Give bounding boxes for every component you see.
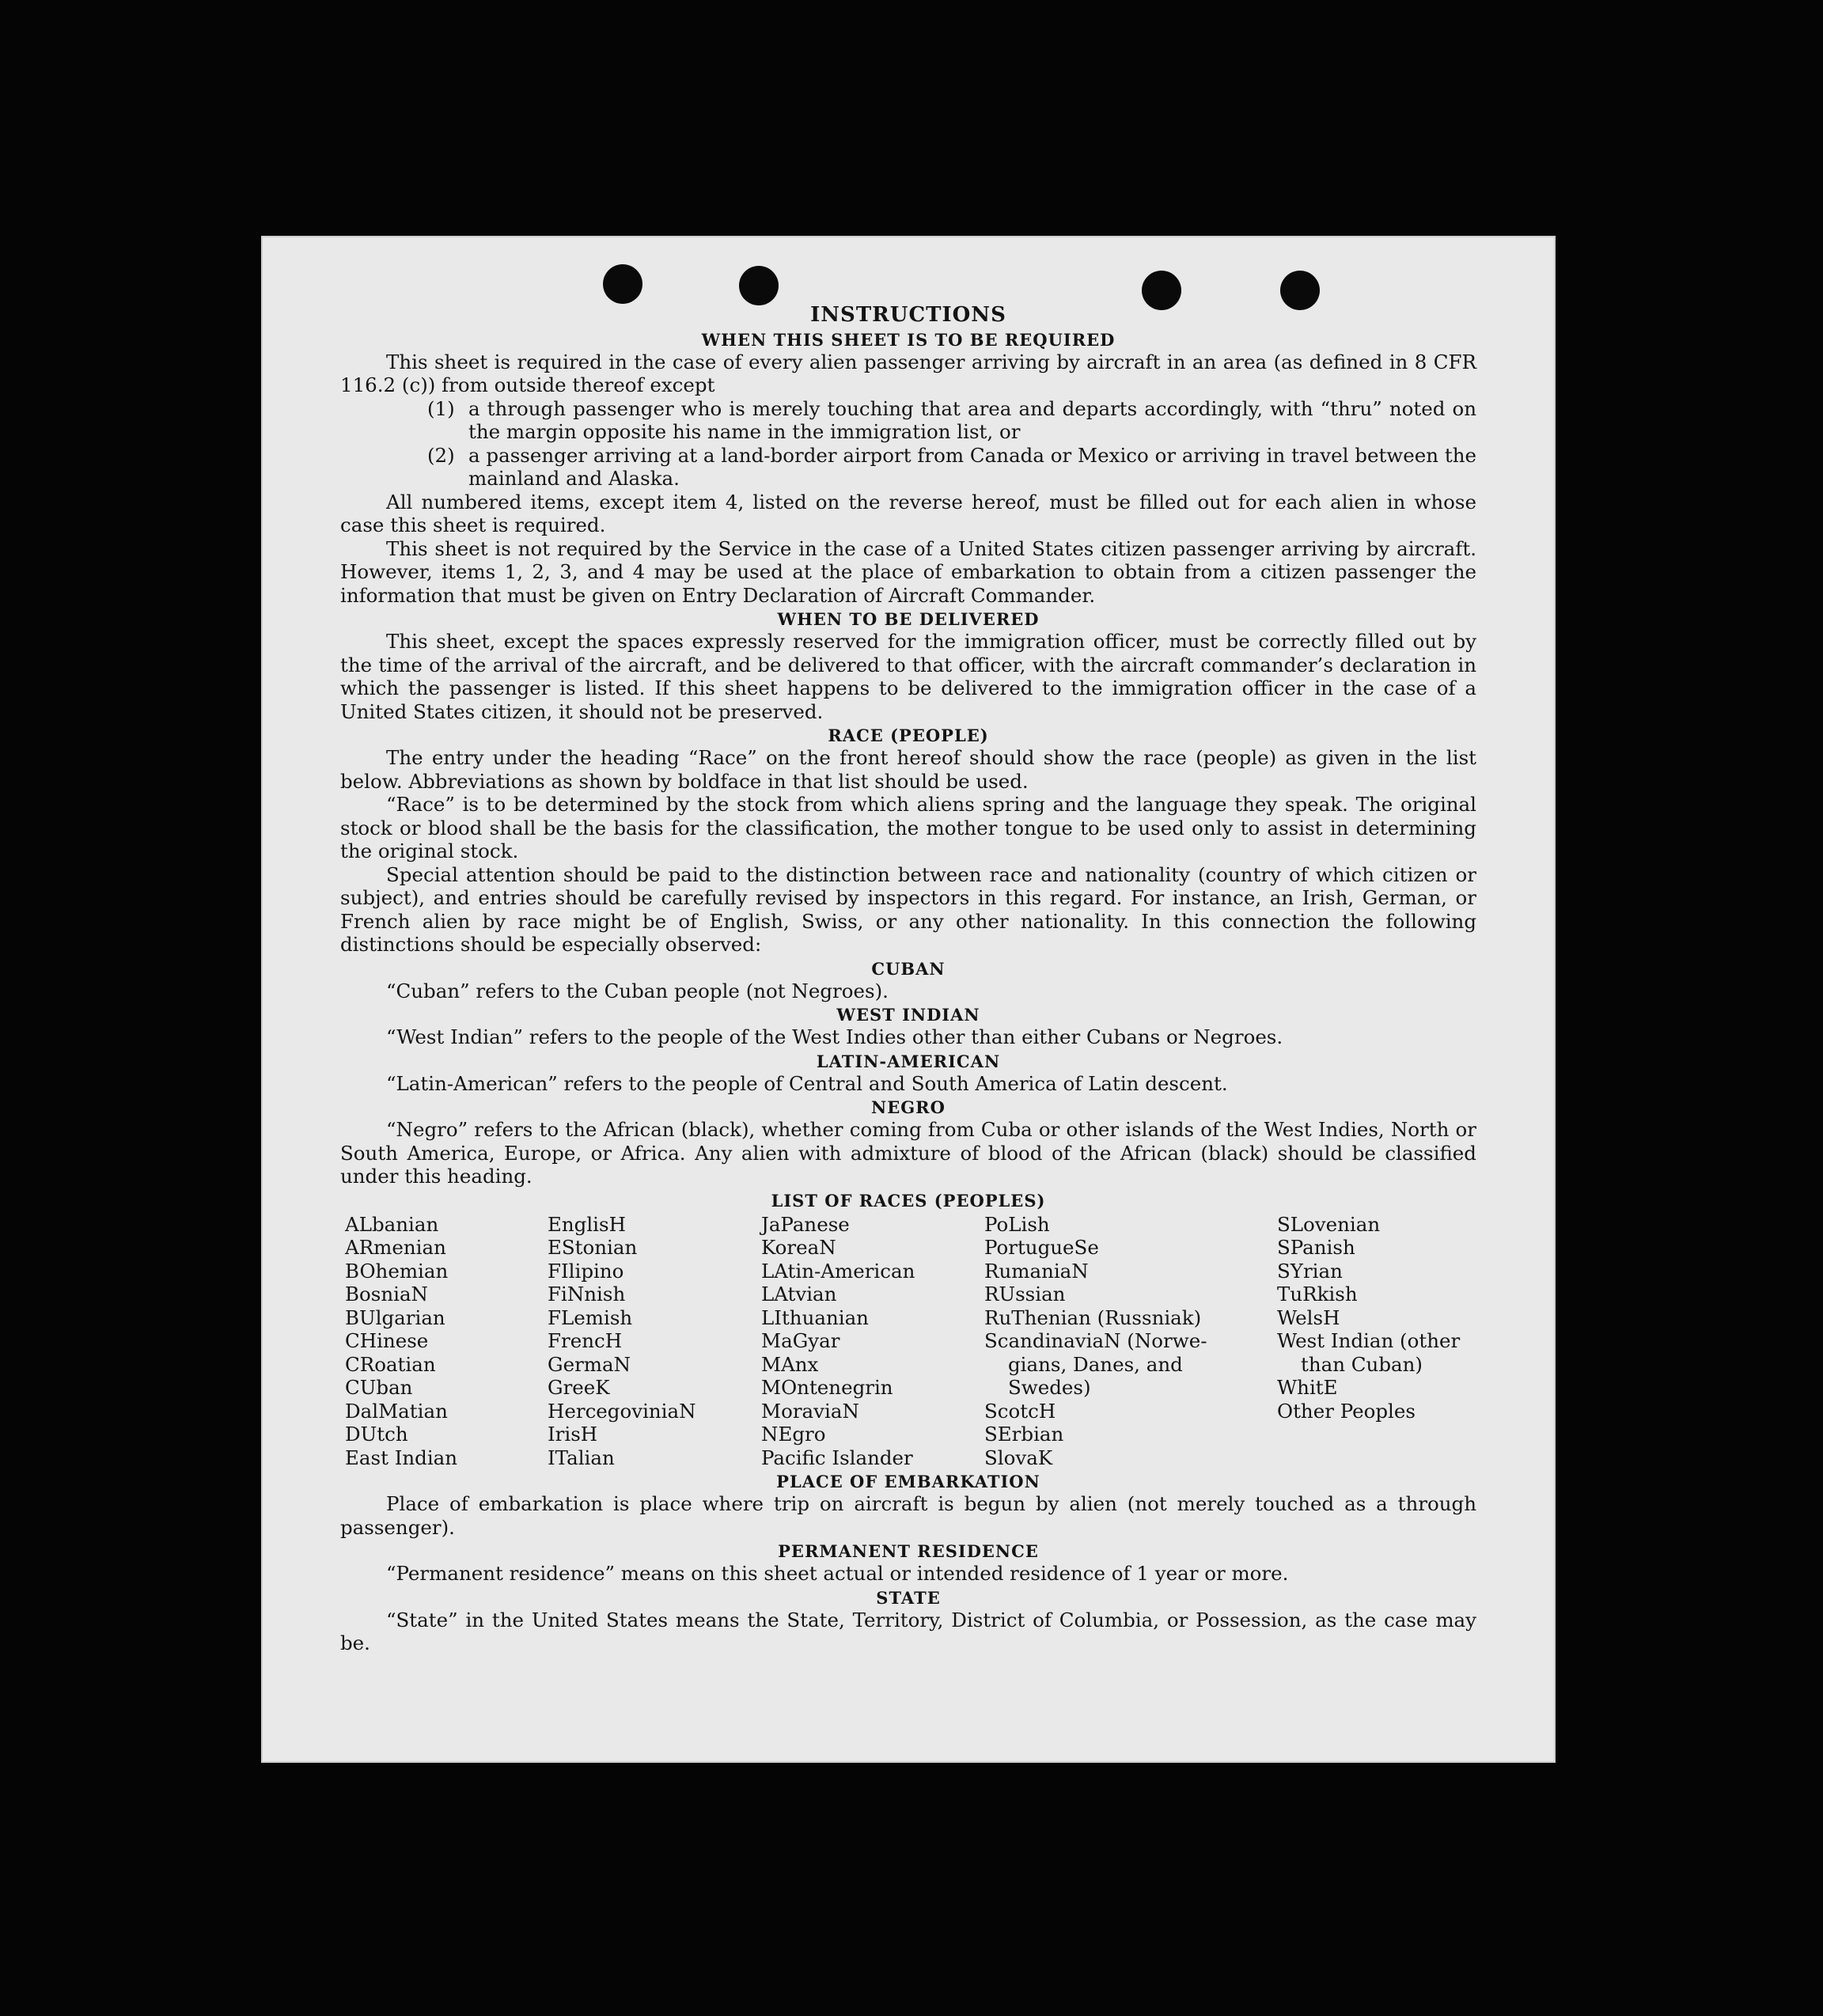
paragraph: This sheet is required in the case of every alien passenger arriving by aircraft in an area (as defined in 8 CFR 116.2 (c)) from outside thereof except	[340, 350, 1476, 396]
race-entry: GermaN	[548, 1352, 631, 1376]
race-entry: BosniaN	[345, 1283, 428, 1305]
races-heading: LIST OF RACES (PEOPLES)	[771, 1190, 1046, 1211]
race-entry: RUssian	[984, 1283, 1066, 1305]
section-heading: NEGRO	[871, 1097, 946, 1117]
paragraph: Place of embarkation is place where trip on aircraft is begun by alien (not merely touched as a through passenger).	[340, 1492, 1476, 1539]
section-heading: PLACE OF EMBARKATION	[776, 1472, 1040, 1491]
race-entry: BUlgarian	[345, 1305, 445, 1329]
races-column	[984, 1213, 1277, 1470]
section-heading: RACE (PEOPLE)	[828, 726, 989, 745]
races-column	[761, 1213, 984, 1470]
race-entry: EStonian	[548, 1236, 638, 1259]
race-entry: ALbanian	[345, 1212, 439, 1236]
document-sheet	[261, 236, 1556, 1763]
item-text: a passenger arriving at a land-border airport from Canada or Mexico or arriving in travel between the mainland and Alaska.	[468, 443, 1476, 490]
paragraph: “Negro” refers to the African (black), whether coming from Cuba or other islands of the West Indies, North or South America, Europe, or Africa. Any alien with admixture of blood of the African (black) should be classified under this heading.	[340, 1118, 1476, 1188]
paragraph: “West Indian” refers to the people of the West Indies other than either Cubans or Negroes.	[386, 1025, 1283, 1048]
race-entry: SlovaK	[984, 1446, 1053, 1469]
race-entry: DalMatian	[345, 1399, 448, 1423]
race-entry: CRoatian	[345, 1352, 436, 1376]
paragraph: “Permanent residence” means on this sheet actual or intended residence of 1 year or more.	[386, 1562, 1289, 1585]
section-heading: STATE	[876, 1587, 941, 1608]
race-entry: ScandinaviaN (Norwe-	[984, 1329, 1207, 1352]
page-title: INSTRUCTIONS	[810, 303, 1006, 327]
paragraph: This sheet, except the spaces expressly reserved for the immigration officer, must be correctly filled out by the time of the arrival of the aircraft, and be delivered to that officer, with the aircraft commander’s declaration in which the passenger is listed. If this sheet happens to be delivered to the immigration officer in the case of a United States citizen, it should not be preserved.	[340, 630, 1476, 723]
punch-hole-2	[739, 266, 779, 305]
race-entry: MAnx	[761, 1352, 819, 1376]
race-entry: ScotcH	[984, 1399, 1056, 1423]
race-entry: SYrian	[1277, 1259, 1343, 1283]
race-entry: RuThenian (Russniak)	[984, 1305, 1202, 1329]
race-entry: MaGyar	[761, 1329, 840, 1352]
races-column	[1277, 1213, 1483, 1470]
item-text: a through passenger who is merely touching that area and departs accordingly, with “thru” noted on the margin opposite his name in the immigration list, or	[468, 396, 1476, 443]
section-heading: WHEN TO BE DELIVERED	[777, 609, 1040, 629]
race-entry: WelsH	[1277, 1305, 1340, 1329]
race-entry: LIthuanian	[761, 1305, 869, 1329]
race-entry: BOhemian	[345, 1259, 449, 1283]
paragraph: “State” in the United States means the State, Territory, District of Columbia, or Possession, as the case may be.	[340, 1608, 1476, 1654]
paragraph: Special attention should be paid to the distinction between race and nationality (country of which citizen or subject), and entries should be carefully revised by inspectors in this regard. For instance, an Irish, German, or French alien by race might be of English, Swiss, or any other nationality. In this connection the following distinctions should be especially observed:	[340, 862, 1476, 956]
race-entry: FLemish	[548, 1305, 633, 1329]
instructions-content	[340, 304, 1476, 1655]
race-entry: NEgro	[761, 1423, 826, 1446]
race-entry: DUtch	[345, 1423, 408, 1446]
list-item	[427, 397, 1476, 444]
race-entry: HercegoviniaN	[548, 1399, 696, 1423]
race-entry: IrisH	[548, 1423, 598, 1446]
race-entry: LAtvian	[761, 1283, 837, 1305]
paragraph: “Race” is to be determined by the stock from which aliens spring and the language they speak. The original stock or blood shall be the basis for the classification, the mother tongue to be used only to assist in determining the original stock.	[340, 793, 1476, 862]
race-entry-continued: gians, Danes, and	[1008, 1352, 1183, 1376]
race-entry: East Indian	[345, 1446, 458, 1469]
race-entry: ITalian	[548, 1446, 615, 1469]
race-entry: SLovenian	[1277, 1212, 1381, 1236]
list-item	[427, 444, 1476, 491]
paragraph: All numbered items, except item 4, listed on the reverse hereof, must be filled out for each alien in whose case this sheet is required.	[340, 490, 1476, 536]
race-entry-continued: than Cuban)	[1301, 1352, 1423, 1376]
race-entry: SPanish	[1277, 1236, 1355, 1259]
punch-hole-1	[603, 264, 642, 304]
race-entry: KoreaN	[761, 1236, 836, 1259]
race-entry: PoLish	[984, 1212, 1050, 1236]
section-heading: LATIN-AMERICAN	[816, 1051, 1001, 1071]
race-entry: RumaniaN	[984, 1259, 1089, 1283]
race-entry: FIlipino	[548, 1259, 624, 1283]
race-entry: ARmenian	[345, 1236, 446, 1259]
race-entry: SErbian	[984, 1423, 1064, 1446]
race-entry: EnglisH	[548, 1212, 626, 1236]
item-number: (2)	[427, 443, 455, 467]
race-entry: FiNnish	[548, 1283, 626, 1305]
race-entry: MoraviaN	[761, 1399, 859, 1423]
races-column	[548, 1213, 761, 1470]
section-heading: PERMANENT RESIDENCE	[778, 1541, 1039, 1561]
race-entry: WhitE	[1277, 1376, 1338, 1399]
race-entry: TuRkish	[1277, 1283, 1358, 1305]
paragraph: The entry under the heading “Race” on the front hereof should show the race (people) as given in the list below. Abbreviations as shown by boldface in that list should be used.	[340, 746, 1476, 793]
races-column	[345, 1213, 548, 1470]
section-heading: WEST INDIAN	[836, 1005, 980, 1025]
paragraph: “Latin-American” refers to the people of Central and South America of Latin descent.	[386, 1071, 1228, 1095]
item-number: (1)	[427, 396, 455, 420]
race-entry: MOntenegrin	[761, 1376, 893, 1399]
section-heading: CUBAN	[871, 958, 946, 979]
section-heading: WHEN THIS SHEET IS TO BE REQUIRED	[701, 329, 1116, 350]
race-entry: CUban	[345, 1376, 413, 1399]
race-entry: Pacific Islander	[761, 1446, 913, 1469]
paragraph: This sheet is not required by the Service in the case of a United States citizen passenger arriving by aircraft. However, items 1, 2, 3, and 4 may be used at the place of embarkation to obtain from a citizen passenger the information that must be given on Entry Declaration of Aircraft Commander.	[340, 536, 1476, 607]
race-entry-continued: Swedes)	[1008, 1376, 1091, 1399]
race-entry: LAtin-American	[761, 1259, 915, 1283]
races-list	[345, 1213, 1476, 1470]
race-entry: West Indian (other	[1277, 1329, 1461, 1352]
race-entry: GreeK	[548, 1376, 610, 1399]
paragraph: “Cuban” refers to the Cuban people (not Negroes).	[386, 979, 889, 1002]
race-entry: Other Peoples	[1277, 1399, 1416, 1423]
race-entry: FrencH	[548, 1329, 623, 1352]
race-entry: JaPanese	[761, 1212, 850, 1236]
race-entry: PortugueSe	[984, 1236, 1099, 1259]
race-entry: CHinese	[345, 1329, 429, 1352]
